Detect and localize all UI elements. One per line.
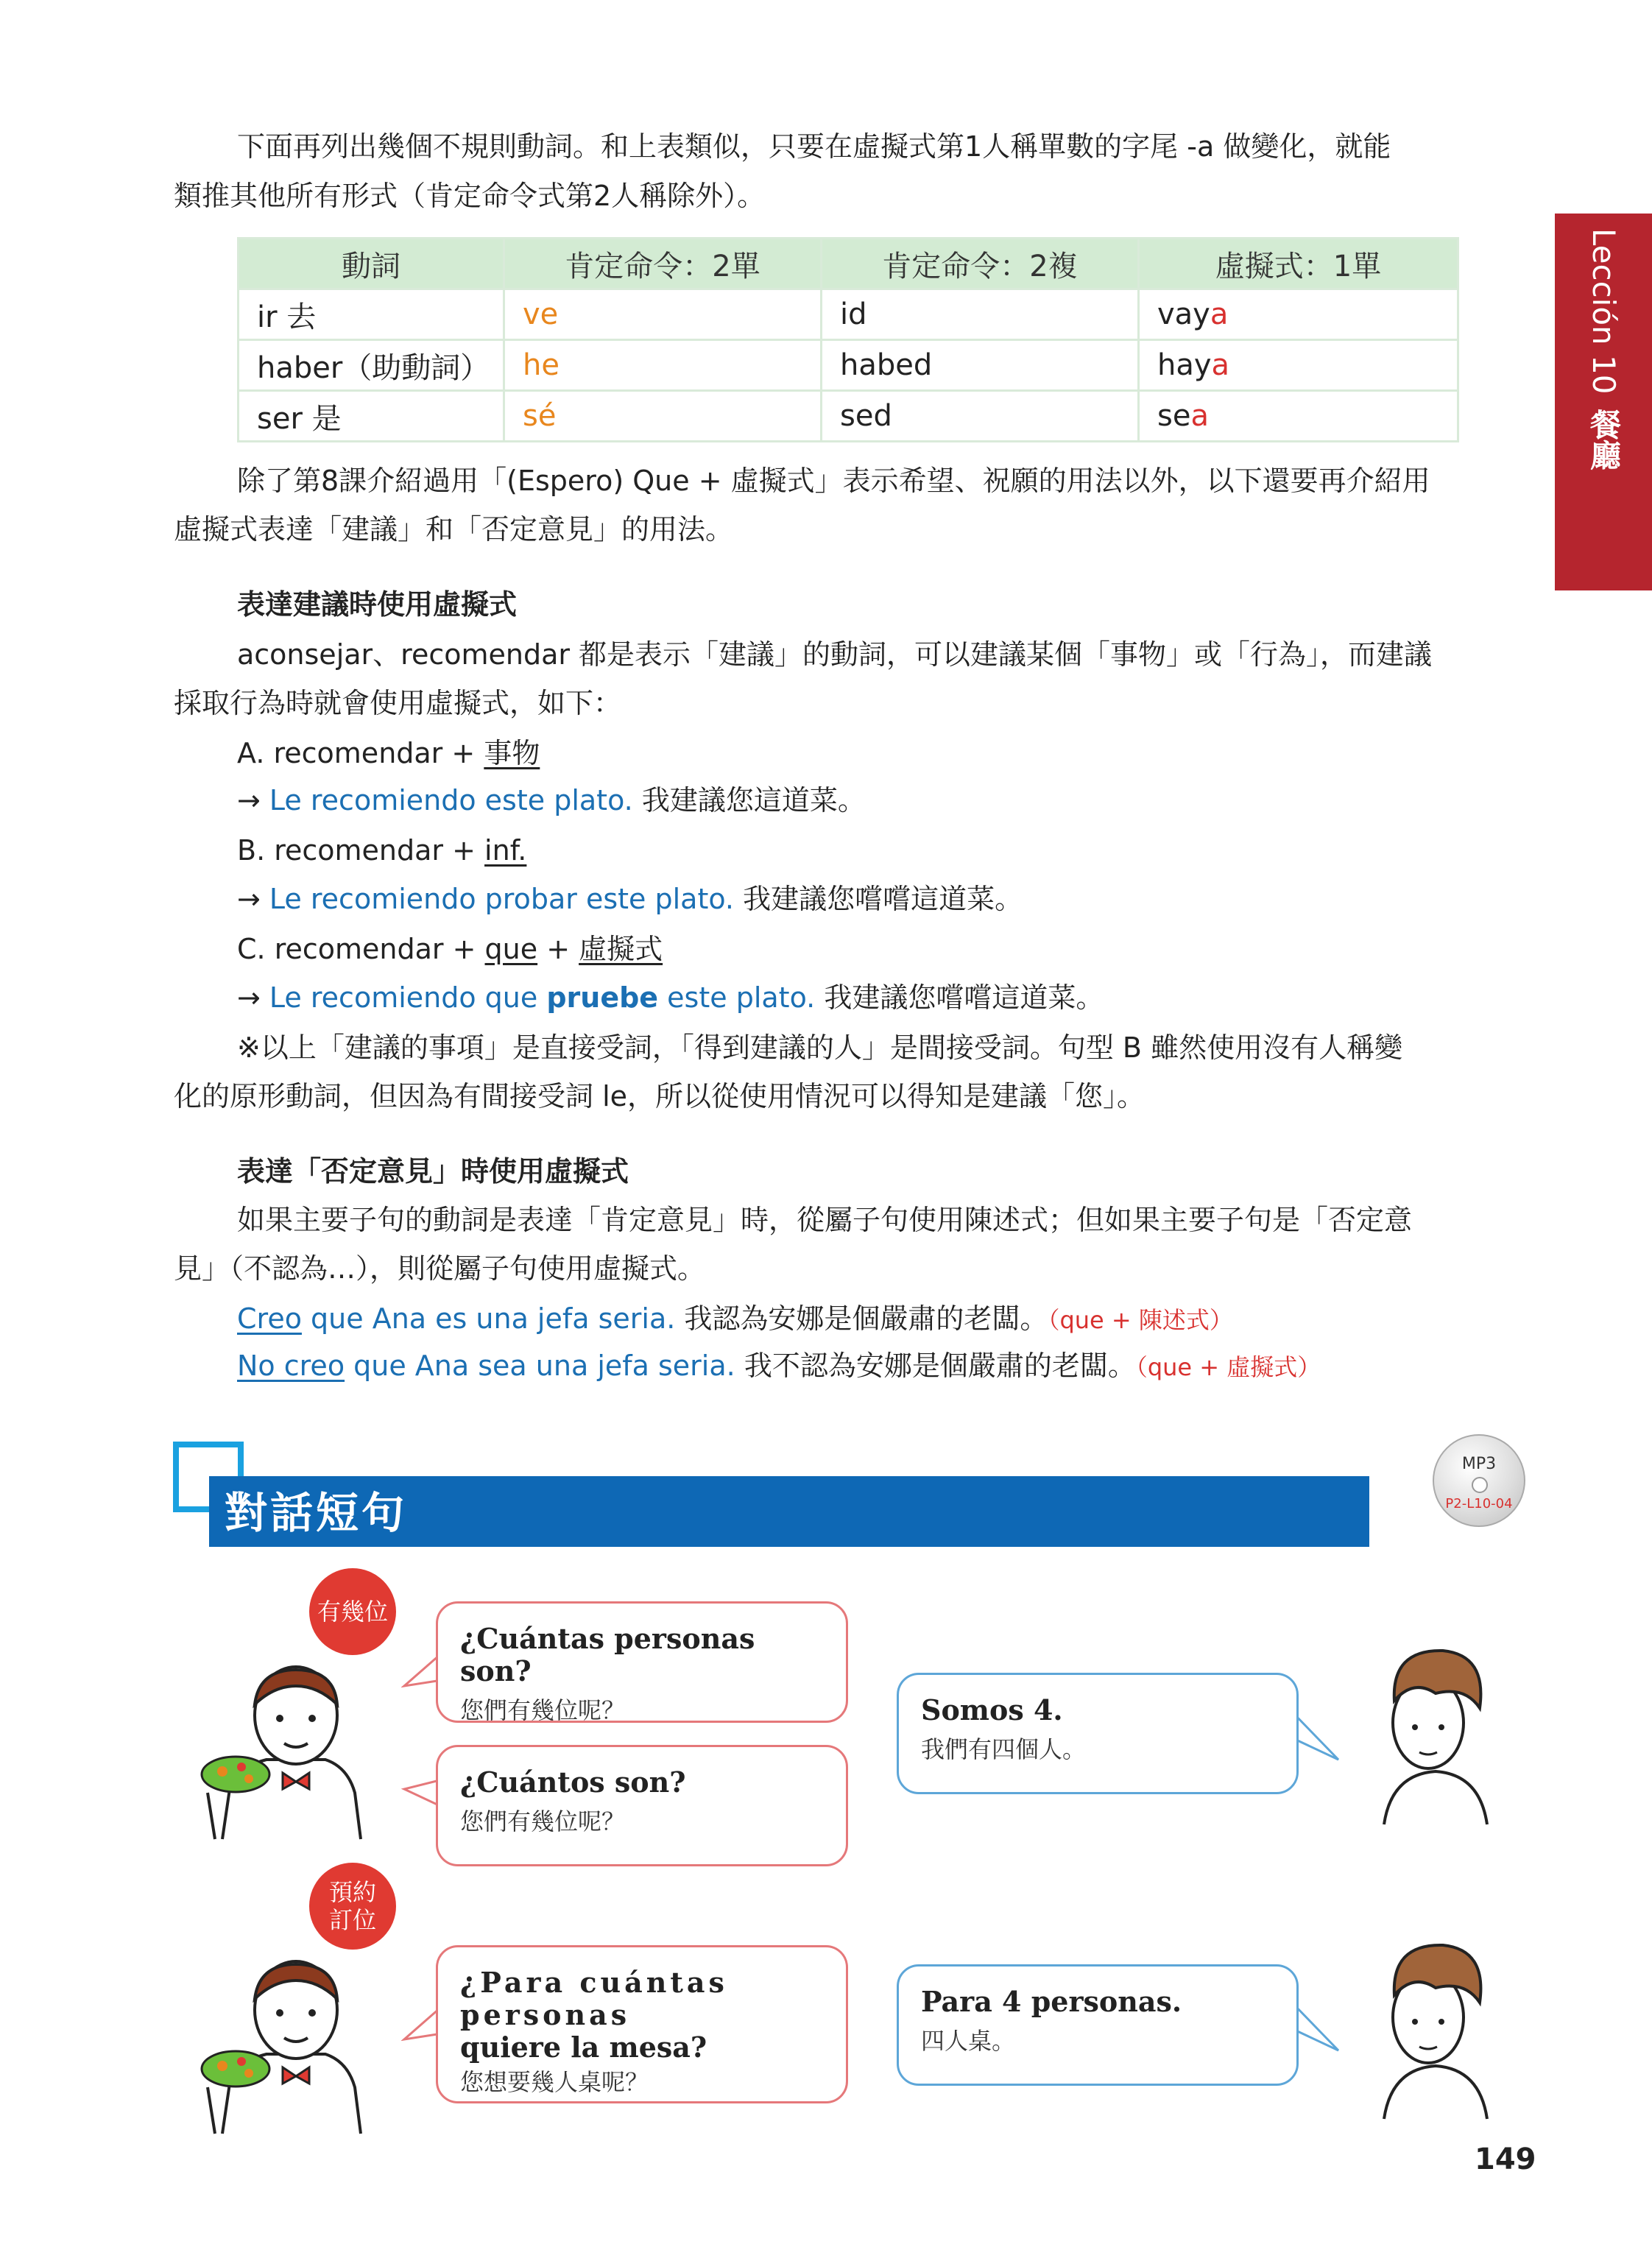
table-cell-imp2p: id	[822, 289, 1139, 340]
table-cell-verb: haber（助動詞）	[239, 340, 504, 391]
disc-hole	[1472, 1477, 1488, 1493]
pattern-a-label: A. recomendar +	[237, 737, 484, 769]
page-number: 149	[1475, 2142, 1536, 2176]
pattern-c-plus: +	[537, 933, 579, 965]
pattern-c-que: que	[484, 933, 538, 965]
suggest-note-1: ※以上「建議的事項」是直接受詞，「得到建議的人」是間接受詞。句型 B 雖然使用沒有人稱變	[237, 1031, 1403, 1064]
bubble-answer-2	[897, 1964, 1299, 2086]
bubble-es-line-2: quiere la mesa?	[460, 2031, 707, 2064]
example-a-es: Le recomiendo este plato.	[269, 784, 633, 816]
pattern-c	[237, 931, 663, 967]
example-c-es-1: Le recomiendo que	[269, 981, 547, 1014]
example-2-zh: 我不認為安娜是個嚴肅的老闆。	[735, 1350, 1136, 1382]
suggest-line-2: 採取行為時就會使用虛擬式，如下：	[174, 687, 622, 719]
subj-ending: a	[1211, 348, 1230, 382]
pattern-b-object: inf.	[484, 834, 527, 867]
example-a-zh: 我建議您這道菜。	[632, 784, 866, 816]
table-cell-imp2p: sed	[822, 391, 1139, 442]
table-row	[239, 289, 1458, 340]
badge-reservation	[309, 1863, 396, 1950]
example-c	[237, 979, 1104, 1016]
negative-line-2: 見」（不認為…），則從屬子句使用虛擬式。	[174, 1252, 706, 1285]
negative-example-2	[237, 1347, 1321, 1386]
para2-line-2: 虛擬式表達「建議」和「否定意見」的用法。	[174, 513, 734, 546]
table-cell-imp2p: habed	[822, 340, 1139, 391]
bubble-question-1	[436, 1601, 848, 1723]
table-header-cell: 肯定命令：2單	[504, 239, 822, 289]
intro-line-1: 下面再列出幾個不規則動詞。和上表類似，只要在虛擬式第1人稱單數的字尾 -a 做變化，就能	[237, 130, 1391, 163]
subj-ending: a	[1210, 297, 1229, 331]
side-tab-lesson: Lección 10	[1586, 228, 1622, 395]
table-row	[239, 340, 1458, 391]
table-header-cell: 肯定命令：2複	[822, 239, 1139, 289]
bubble-zh: 您們有幾位呢？	[460, 1807, 626, 1835]
bubble-zh: 我們有四個人。	[921, 1735, 1087, 1763]
pattern-c-object: 虛擬式	[579, 933, 663, 965]
badge-reservation-line-2: 訂位	[328, 1906, 376, 1934]
subj-stem: se	[1157, 399, 1191, 433]
arrow: →	[237, 981, 269, 1014]
bubble-es-line-1: ¿Para cuántas personas	[460, 1966, 728, 2031]
pattern-b-label: B. recomendar +	[237, 834, 485, 867]
example-2-verb: No creo	[237, 1350, 345, 1382]
table-cell-verb: ir 去	[239, 289, 504, 340]
example-b	[237, 881, 1023, 917]
example-2-note: （que + 虛擬式）	[1135, 1353, 1321, 1381]
example-b-zh: 我建議您嚐嚐這道菜。	[734, 883, 1023, 915]
intro-line-2: 類推其他所有形式（肯定命令式第2人稱除外）。	[174, 180, 766, 212]
badge-reservation-line-1: 預約	[328, 1878, 376, 1906]
subj-stem: vay	[1157, 297, 1210, 331]
negative-line-1: 如果主要子句的動詞是表達「肯定意見」時，從屬子句使用陳述式；但如果主要子句是「否定意	[237, 1204, 1413, 1236]
suggest-heading: 表達建議時使用虛擬式	[237, 588, 518, 621]
bubble-es: ¿Cuántos son?	[460, 1766, 686, 1799]
subj-ending: a	[1190, 399, 1209, 433]
example-c-es-2: este plato.	[658, 981, 816, 1014]
pattern-c-label: C. recomendar +	[237, 933, 485, 965]
pattern-a-object: 事物	[484, 737, 540, 769]
table-cell-imp2s: he	[504, 340, 822, 391]
negative-example-1	[237, 1300, 1233, 1338]
table-cell-subj	[1139, 340, 1458, 391]
table-header-row	[239, 239, 1458, 289]
table-row	[239, 391, 1458, 442]
example-1-rest: que Ana es una jefa seria.	[301, 1302, 676, 1335]
arrow: →	[237, 784, 269, 816]
example-c-zh: 我建議您嚐嚐這道菜。	[815, 981, 1104, 1014]
bubble-zh: 您想要幾人桌呢？	[460, 2068, 649, 2096]
bubble-zh: 四人桌。	[921, 2027, 1016, 2055]
bubble-es: Para 4 personas.	[921, 1985, 1182, 2018]
lesson-side-tab	[1555, 214, 1652, 590]
table-cell-subj	[1139, 289, 1458, 340]
example-1-zh: 我認為安娜是個嚴肅的老闆。	[675, 1302, 1048, 1335]
table-header-cell: 動詞	[239, 239, 504, 289]
pattern-a	[237, 735, 540, 772]
waiter-illustration	[193, 1958, 370, 2135]
suggest-line-1: aconsejar、recomendar 都是表示「建議」的動詞，可以建議某個「事物」或「行為」，而建議	[237, 638, 1433, 671]
waiter-illustration	[193, 1664, 370, 1841]
example-a	[237, 782, 866, 819]
pattern-b	[237, 832, 526, 869]
bubble-answer-1	[897, 1673, 1299, 1794]
bubble-question-2	[436, 1745, 848, 1866]
example-1-note: （que + 陳述式）	[1048, 1306, 1233, 1334]
mp3-track: P2-L10-04	[1445, 1496, 1513, 1512]
table-cell-verb: ser 是	[239, 391, 504, 442]
example-2-rest: que Ana sea una jefa seria.	[345, 1350, 735, 1382]
table-cell-imp2s: sé	[504, 391, 822, 442]
bubble-question-3	[436, 1945, 848, 2103]
example-b-es: Le recomiendo probar este plato.	[269, 883, 735, 915]
subj-stem: hay	[1157, 348, 1212, 382]
example-1-verb: Creo	[237, 1302, 302, 1335]
mp3-disc-icon[interactable]	[1433, 1434, 1525, 1527]
table-header-cell: 虛擬式：1單	[1139, 239, 1458, 289]
arrow: →	[237, 883, 269, 915]
bubble-es: Somos 4.	[921, 1693, 1063, 1726]
mp3-label: MP3	[1461, 1455, 1497, 1473]
side-tab-title: 餐廳	[1586, 409, 1622, 471]
badge-how-many: 有幾位	[309, 1568, 396, 1655]
bubble-es: ¿Cuántas personas son?	[460, 1622, 755, 1687]
suggest-note-2: 化的原形動詞，但因為有間接受詞 le，所以從使用情況可以得知是建議「您」。	[174, 1080, 1146, 1112]
bubble-zh: 您們有幾位呢？	[460, 1696, 626, 1724]
customer-illustration	[1377, 1936, 1494, 2120]
negative-heading: 表達「否定意見」時使用虛擬式	[237, 1155, 629, 1188]
para2-line-1: 除了第8課介紹過用「(Espero) Que + 虛擬式」表示希望、祝願的用法以外，以下還要再介紹用	[237, 465, 1430, 497]
table-cell-imp2s: ve	[504, 289, 822, 340]
table-cell-subj	[1139, 391, 1458, 442]
example-c-es-verb: pruebe	[546, 981, 659, 1014]
section-title: 對話短句	[225, 1488, 408, 1538]
side-tab-text	[1555, 228, 1652, 582]
customer-illustration	[1377, 1642, 1494, 1826]
irregular-verb-table	[237, 237, 1459, 442]
